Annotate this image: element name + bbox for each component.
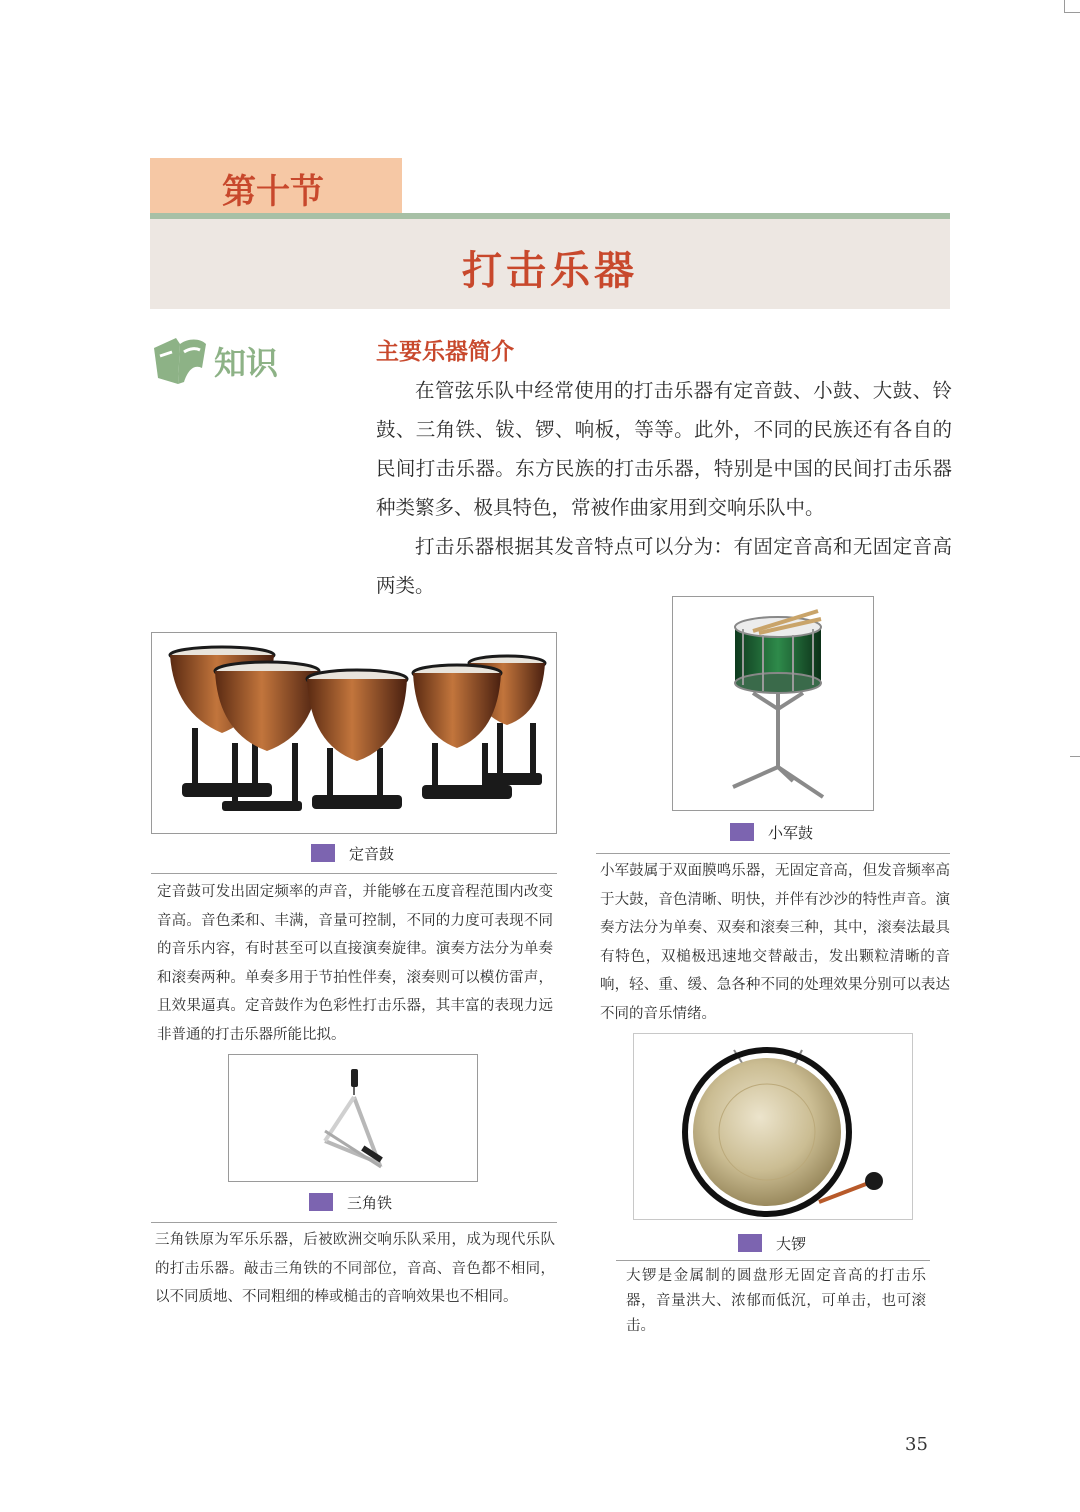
intro-heading: 主要乐器简介 [376, 339, 514, 365]
snare-drum-photo [672, 596, 874, 811]
caption-square-icon [730, 823, 754, 841]
gong-caption [738, 1233, 806, 1255]
caption-rule [596, 853, 950, 854]
gong-caption-text: 大锣 [776, 1235, 807, 1253]
caption-square-icon [738, 1234, 762, 1252]
timpani-caption-text: 定音鼓 [349, 845, 395, 863]
timpani-caption [311, 843, 394, 865]
book-leaf-icon [150, 334, 208, 390]
triangle-description: 三角铁原为军乐乐器，后被欧洲交响乐队采用，成为现代乐队的打击乐器。敲击三角铁的不同部位，音高、音色都不相同，以不同质地、不同粗细的棒或槌击的音响效果也不相同。 [155, 1232, 555, 1305]
gong-description: 大锣是金属制的圆盘形无固定音高的打击乐器，音量洪大、浓郁而低沉，可单击，也可滚击。 [626, 1268, 926, 1334]
triangle-caption-text: 三角铁 [347, 1194, 393, 1212]
caption-square-icon [311, 844, 335, 862]
knowledge-badge [150, 332, 290, 392]
intro-paragraph: 在管弦乐队中经常使用的打击乐器有定音鼓、小鼓、大鼓、铃鼓、三角铁、钹、锣、响板，等等。此外，不同的民族还有各自的民间打击乐器。东方民族的打击乐器，特别是中国的民间打击乐器种类繁多、极具特色，常被作曲家用到交响乐队中。 [376, 379, 952, 519]
title-band [150, 219, 950, 309]
crop-mark [1064, 0, 1065, 12]
section-tab [150, 158, 402, 214]
timpani-description: 定音鼓可发出固定频率的声音，并能够在五度音程范围内改变音高。音色柔和、丰满，音量可控制，不同的力度可表现不同的音乐内容，有时甚至可以直接演奏旋律。演奏方法分为单奏和滚奏两种。单奏多用于节拍性伴奏，滚奏则可以模仿雷声，且效果逼真。定音鼓作为色彩性打击乐器，其丰富的表现力远非普通的打击乐器所能比拟。 [157, 884, 553, 1043]
crop-mark [1064, 12, 1080, 13]
snare-caption-text: 小军鼓 [768, 824, 814, 842]
snare-description: 小军鼓属于双面膜鸣乐器，无固定音高，但发音频率高于大鼓，音色清晰、明快，并伴有沙沙的特性声音。演奏方法分为单奏、双奏和滚奏三种，其中，滚奏法最具有特色，双槌极迅速地交替敲击，发出颗粒清晰的音响，轻、重、缓、急各种不同的处理效果分别可以表达不同的音乐情绪。 [600, 863, 950, 1022]
caption-rule [616, 1260, 930, 1261]
triangle-caption [309, 1192, 392, 1214]
caption-rule [151, 873, 557, 874]
section-label: 第十节 [222, 172, 324, 212]
caption-rule [151, 1222, 557, 1223]
timpani-photo [151, 632, 557, 834]
caption-square-icon [309, 1193, 333, 1211]
page-number: 35 [905, 1434, 928, 1455]
intro-paragraph: 打击乐器根据其发音特点可以分为：有固定音高和无固定音高两类。 [376, 535, 952, 597]
knowledge-label: 知识 [214, 344, 279, 382]
triangle-photo [228, 1054, 478, 1182]
chapter-title: 打击乐器 [462, 248, 638, 294]
gong-photo [633, 1033, 913, 1220]
snare-caption [730, 822, 813, 844]
crop-mark [1070, 756, 1080, 757]
